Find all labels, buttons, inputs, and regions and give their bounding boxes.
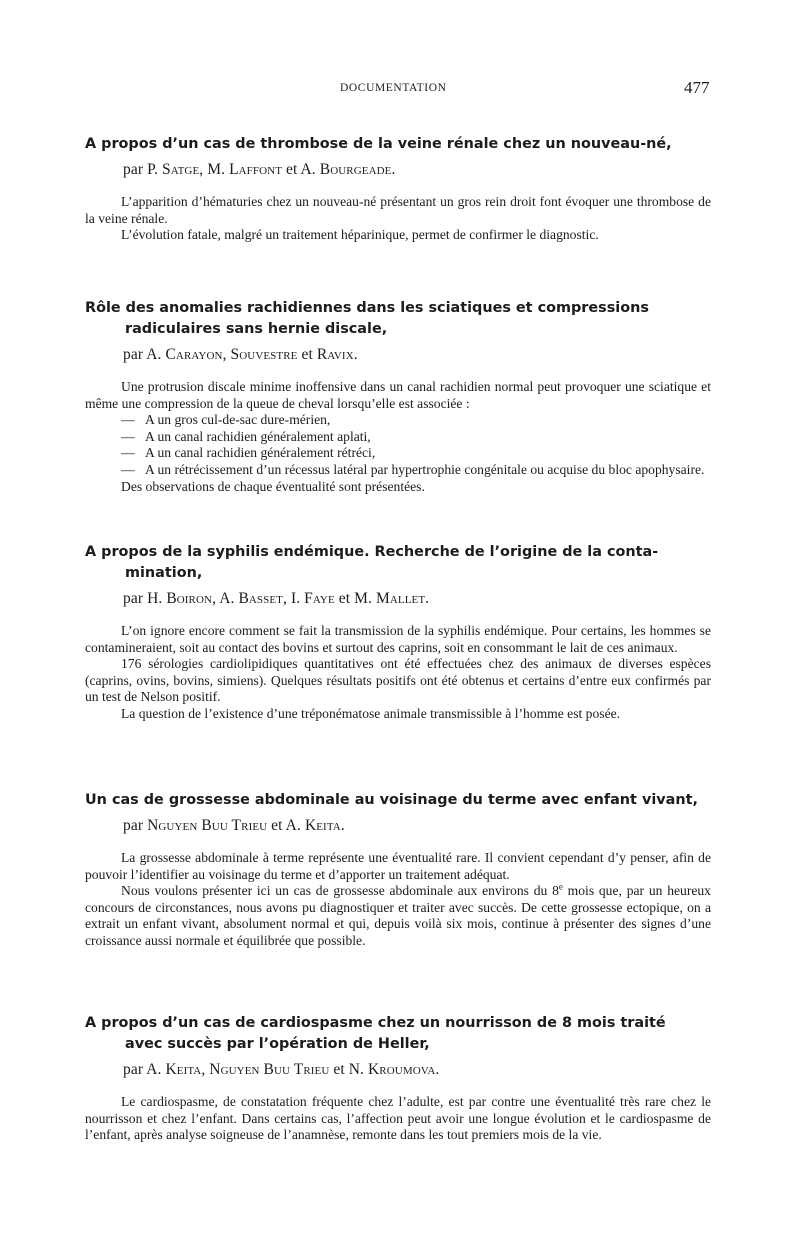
title-line: mination, — [125, 565, 203, 581]
article-title — [85, 542, 711, 584]
article-authors — [123, 816, 711, 836]
running-header — [0, 78, 800, 102]
author-name: Nguyen Buu Trieu — [147, 817, 268, 834]
dash-bullet: — — [121, 428, 135, 444]
authors-separator: et A. — [267, 817, 305, 834]
dash-bullet: — — [121, 445, 135, 461]
author-name: Mallet — [375, 590, 426, 607]
superscript: e — [558, 881, 563, 892]
paragraph-text: De cette grossesse ectopique, on a extrait un enfant vivant, absolument normal et qui, depuis voilà six mois, continue à présenter des signes d’une croissance aussi normale et équilibrée que possible. — [85, 899, 711, 948]
title-line: Rôle des anomalies rachidiennes dans les sciatiques et compressions — [85, 300, 649, 316]
paragraph — [85, 883, 711, 949]
condition-list — [85, 412, 711, 478]
list-item-text: A un rétrécissement d’un récessus latéral par hypertrophie congénitale ou acquise du bloc apophysaire. — [145, 461, 705, 477]
author-name: Boiron — [166, 590, 213, 607]
title-line: A propos d’un cas de cardiospasme chez un nourrisson de 8 mois traité — [85, 1015, 666, 1031]
paragraph: Le cardiospasme, de constatation fréquente chez l’adulte, est par contre une éventualité très rare chez le nourrisson et chez l’enfant. Dans certains cas, l’affection peut avoir une longue évolution et le cardiospasme de l’enfant, après analyse soigneuse de l’anamnèse, remonte dans les tout premiers mois de la vie. — [85, 1094, 711, 1143]
paragraph: 176 sérologies cardiolipidiques quantitatives ont été effectuées chez des animaux de diverses espèces (caprins, ovins, bovins, simiens). Quelques résultats positifs ont été obtenus et certains d’entre eux confirmés par un test de Nelson positif. — [85, 656, 711, 705]
running-title: DOCUMENTATION — [340, 82, 447, 94]
title-line: Un cas de grossesse abdominale au voisinage du terme avec enfant vivant, — [85, 792, 698, 808]
page-number: 477 — [684, 78, 710, 97]
authors-prefix: par H. — [123, 590, 167, 607]
authors-prefix: par A. — [123, 346, 166, 363]
author-name: Bourgeade — [319, 161, 392, 178]
article-cardiospasme — [85, 1013, 711, 1144]
paragraph: Des observations de chaque éventualité sont présentées. — [121, 478, 425, 494]
author-name: Ravix — [316, 346, 354, 363]
authors-separator: et N. — [329, 1061, 368, 1078]
authors-separator: , A. — [212, 590, 239, 607]
article-abstract — [85, 1094, 711, 1144]
authors-prefix: par — [123, 817, 148, 834]
article-title — [85, 1013, 711, 1055]
authors-separator: , — [222, 346, 231, 363]
author-name: Laffont — [229, 161, 283, 178]
article-title — [85, 298, 711, 340]
author-name: Satge — [162, 161, 200, 178]
authors-suffix: . — [391, 161, 396, 178]
paragraph: L’apparition d’hématuries chez un nouveau-né présentant un gros rein droit font évoquer une thrombose de la veine rénale. — [85, 194, 711, 226]
article-title — [85, 790, 711, 811]
article-anomalies-rachidiennes — [85, 298, 711, 495]
article-thrombose — [85, 134, 711, 244]
author-name: Carayon — [165, 346, 223, 363]
article-grossesse-abdominale — [85, 790, 711, 950]
authors-prefix: par A. — [123, 1061, 166, 1078]
paragraph: La question de l’existence d’une tréponématose animale transmissible à l’homme est posée. — [121, 705, 621, 721]
paragraph: La grossesse abdominale à terme représente une éventualité rare. Il convient cependant d’y penser, afin de pouvoir l’identifier au voisinage du terme et d’apporter un traitement adéquat. — [85, 850, 711, 882]
authors-separator: , M. — [199, 161, 230, 178]
author-name: Nguyen Buu Trieu — [209, 1061, 330, 1078]
article-abstract — [85, 623, 711, 723]
authors-suffix: . — [425, 590, 430, 607]
author-name: Kroumova — [368, 1061, 436, 1078]
author-name: Basset — [238, 590, 283, 607]
article-authors — [123, 160, 711, 180]
dash-bullet: — — [121, 412, 135, 428]
article-authors — [123, 589, 711, 609]
title-line: radiculaires sans hernie discale, — [125, 321, 388, 337]
article-abstract — [85, 379, 711, 495]
author-name: Keita — [304, 817, 341, 834]
author-name: Souvestre — [230, 346, 298, 363]
paragraph-text: Nous voulons présenter ici un cas de grossesse abdominale aux environs du 8 — [121, 883, 559, 899]
authors-separator: , — [201, 1061, 210, 1078]
list-item — [85, 445, 711, 462]
title-line: A propos de la syphilis endémique. Recherche de l’origine de la conta- — [85, 544, 659, 560]
author-name: Faye — [304, 590, 335, 607]
article-title — [85, 134, 711, 155]
article-abstract — [85, 850, 711, 950]
authors-separator: , I. — [283, 590, 305, 607]
authors-suffix: . — [353, 346, 358, 363]
paragraph: Une protrusion discale minime inoffensive dans un canal rachidien normal peut provoquer une sciatique et même une compression de la queue de cheval lorsqu’elle est associée : — [85, 379, 711, 411]
dash-bullet: — — [121, 461, 135, 477]
article-authors — [123, 1060, 711, 1080]
author-name: Keita — [165, 1061, 202, 1078]
authors-suffix: . — [340, 817, 345, 834]
article-syphilis-endemique — [85, 542, 711, 723]
authors-prefix: par P. — [123, 161, 163, 178]
list-item — [85, 462, 711, 479]
authors-separator: et M. — [334, 590, 376, 607]
list-item-text: A un canal rachidien généralement rétréci, — [145, 445, 376, 461]
paragraph: L’évolution fatale, malgré un traitement héparinique, permet de confirmer le diagnostic. — [121, 227, 599, 243]
paragraph: L’on ignore encore comment se fait la transmission de la syphilis endémique. Pour certains, les hommes se contamineraient, soit au contact des bovins et surtout des caprins, soit en consommant le lait de ces animaux. — [85, 623, 711, 655]
list-item — [85, 412, 711, 429]
list-item — [85, 429, 711, 446]
list-item-text: A un gros cul-de-sac dure-mérien, — [145, 412, 331, 428]
title-line: avec succès par l’opération de Heller, — [125, 1036, 430, 1052]
title-line: A propos d’un cas de thrombose de la veine rénale chez un nouveau-né, — [85, 136, 672, 152]
article-abstract — [85, 194, 711, 244]
authors-separator: et — [297, 346, 317, 363]
paragraph-text: mois que, par un heureux concours de circonstances, nous avons pu diagnostiquer et traiter avec succès. — [85, 883, 711, 915]
authors-separator: et A. — [282, 161, 320, 178]
article-authors — [123, 345, 711, 365]
list-item-text: A un canal rachidien généralement aplati, — [145, 428, 371, 444]
authors-suffix: . — [435, 1061, 440, 1078]
